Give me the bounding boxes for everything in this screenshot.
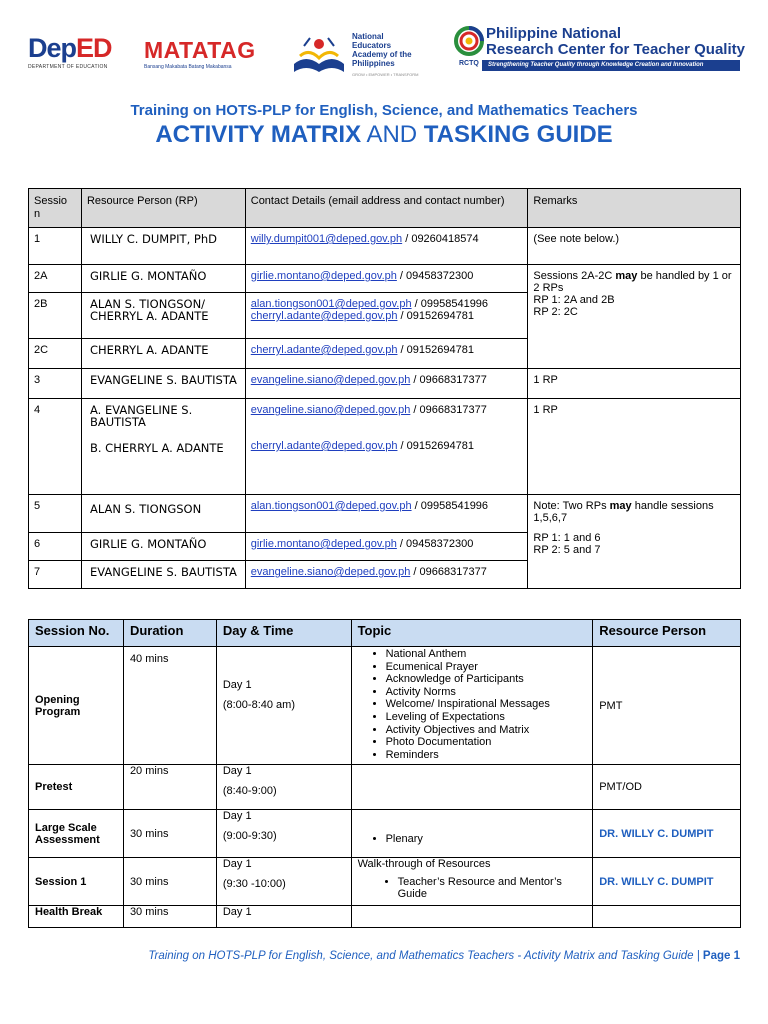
remarks-cell-sessions-2 bbox=[528, 265, 741, 369]
remark-text: Note: Two RPs bbox=[533, 500, 610, 512]
table-row bbox=[29, 810, 741, 858]
rctq-emblem-icon bbox=[454, 26, 484, 60]
title-part-tasking-guide: TASKING GUIDE bbox=[423, 121, 613, 148]
contact-cell bbox=[245, 533, 528, 561]
table-row bbox=[29, 228, 741, 265]
col-header-resource-person: Resource Person bbox=[593, 620, 741, 647]
email-link[interactable]: alan.tiongson001@deped.gov.ph bbox=[250, 500, 412, 512]
title-part-and: AND bbox=[361, 121, 424, 148]
session-cell: 6 bbox=[29, 533, 82, 561]
list-item: • Activity Norms bbox=[386, 686, 587, 699]
contact-cell bbox=[245, 561, 528, 589]
rctq-title-line2: Research Center for Teacher Quality bbox=[486, 41, 745, 58]
deped-logo-word-dep: Dep bbox=[28, 33, 77, 63]
rp-name: A. EVANGELINE S. bbox=[89, 403, 193, 417]
deped-logo-word-ed: ED bbox=[76, 33, 112, 63]
session-cell: 7 bbox=[29, 561, 82, 589]
title-part-activity-matrix: ACTIVITY MATRIX bbox=[155, 121, 362, 148]
matatag-logo bbox=[144, 38, 256, 70]
col-header-contact: Contact Details (email address and contact number) bbox=[245, 189, 528, 228]
col-header-session: Sessio n bbox=[29, 189, 82, 228]
day-label: Day 1 bbox=[222, 858, 252, 871]
rctq-label: RCTQ bbox=[459, 60, 479, 67]
topic-list bbox=[358, 648, 587, 761]
table-row bbox=[29, 369, 741, 399]
col-header-duration: Duration bbox=[123, 620, 216, 647]
topic-cell bbox=[351, 810, 593, 858]
time-label: (9:00-9:30) bbox=[222, 830, 277, 843]
rp-name: CHERRYL A. ADANTE bbox=[89, 343, 209, 357]
remarks-cell: 1 RP bbox=[528, 369, 741, 399]
rp-name: WILLY C. DUMPIT, PhD bbox=[89, 232, 217, 246]
contact-cell bbox=[245, 265, 528, 293]
list-item: • Teacher’s Resource and Mentor’s Guide bbox=[398, 876, 587, 900]
page-number: Page 1 bbox=[702, 950, 740, 962]
email-link[interactable]: cherryl.adante@deped.gov.ph bbox=[250, 440, 398, 452]
remark-bold: may bbox=[609, 500, 632, 512]
contact-cell bbox=[245, 399, 528, 495]
remarks-cell: 1 RP bbox=[528, 399, 741, 495]
day-time-cell bbox=[216, 647, 351, 765]
list-item: • Photo Documentation bbox=[386, 736, 587, 749]
list-item: • Welcome/ Inspirational Messages bbox=[386, 698, 587, 711]
phone-number: / 09152694781 bbox=[397, 344, 474, 356]
phone-number: / 09668317377 bbox=[410, 566, 487, 578]
day-time-cell bbox=[216, 765, 351, 810]
resource-person-cell bbox=[81, 399, 245, 495]
day-label: Day 1 bbox=[222, 810, 252, 823]
duration-cell: 30 mins bbox=[123, 810, 216, 858]
resource-person-cell bbox=[81, 228, 245, 265]
resource-person-cell: PMT bbox=[593, 647, 741, 765]
contact-cell bbox=[245, 369, 528, 399]
session-name-cell: Health Break bbox=[29, 906, 124, 928]
contact-cell bbox=[245, 495, 528, 533]
table-row bbox=[29, 858, 741, 906]
remarks-cell: (See note below.) bbox=[528, 228, 741, 265]
rp-name: EVANGELINE S. BAUTISTA bbox=[89, 373, 237, 387]
neap-line4: Philippines bbox=[352, 59, 395, 68]
session-name-cell: Large Scale Assessment bbox=[29, 810, 124, 858]
session-cell: 2A bbox=[29, 265, 82, 293]
open-book-icon bbox=[290, 34, 348, 76]
resource-person-cell bbox=[81, 265, 245, 293]
day-time-cell bbox=[216, 858, 351, 906]
resource-person-cell: PMT/OD bbox=[593, 765, 741, 810]
phone-number: / 09668317377 bbox=[410, 404, 487, 416]
time-label: (8:00-8:40 am) bbox=[222, 699, 295, 711]
rp-name: GIRLIE G. MONTAÑO bbox=[89, 537, 207, 551]
col-header-resource-person: Resource Person (RP) bbox=[81, 189, 245, 228]
time-label: (9:30 -10:00) bbox=[222, 878, 286, 891]
rp-name: GIRLIE G. MONTAÑO bbox=[89, 269, 207, 283]
remark-line: RP 1: 2A and 2B bbox=[533, 294, 615, 306]
duration-cell: 20 mins bbox=[123, 765, 216, 810]
email-link[interactable]: alan.tiongson001@deped.gov.ph bbox=[250, 298, 412, 310]
page-footer bbox=[148, 950, 740, 962]
session-cell: 2B bbox=[29, 293, 82, 339]
day-label: Day 1 bbox=[222, 679, 252, 691]
table-row bbox=[29, 906, 741, 928]
table-header-row bbox=[29, 189, 741, 228]
list-item: • Activity Objectives and Matrix bbox=[386, 724, 587, 737]
email-link[interactable]: evangeline.siano@deped.gov.ph bbox=[250, 374, 411, 386]
session-cell: 1 bbox=[29, 228, 82, 265]
list-item: • Reminders bbox=[386, 749, 587, 762]
rp-name: CHERRYL A. ADANTE bbox=[89, 309, 209, 323]
session-name-cell: Session 1 bbox=[29, 858, 124, 906]
logo-header bbox=[28, 22, 745, 82]
rctq-logo bbox=[452, 24, 745, 74]
list-item: • Plenary bbox=[386, 833, 587, 846]
rp-name: ALAN S. TIONGSON/ bbox=[89, 297, 206, 311]
list-item: • Acknowledge of Participants bbox=[386, 673, 587, 686]
phone-number: / 09958541996 bbox=[411, 298, 489, 310]
duration-cell: 30 mins bbox=[123, 858, 216, 906]
rp-name: B. CHERRYL A. ADANTE bbox=[89, 441, 224, 455]
day-time-cell bbox=[216, 810, 351, 858]
remark-text: be handled by 1 or 2 RPs bbox=[533, 270, 732, 294]
document-subtitle: Training on HOTS-PLP for English, Science, and Mathematics Teachers bbox=[130, 102, 638, 119]
phone-number: / 09260418574 bbox=[402, 233, 479, 245]
neap-tagline: GROW • EMPOWER • TRANSFORM bbox=[352, 72, 419, 77]
neap-line2: Educators bbox=[352, 41, 392, 50]
email-link[interactable]: evangeline.siano@deped.gov.ph bbox=[250, 404, 411, 416]
email-link[interactable]: girlie.montano@deped.gov.ph bbox=[250, 538, 397, 550]
phone-number: / 09958541996 bbox=[411, 500, 489, 512]
resource-person-cell: DR. WILLY C. DUMPIT bbox=[593, 858, 741, 906]
resource-person-cell bbox=[81, 533, 245, 561]
schedule-table bbox=[28, 619, 741, 928]
footer-text: Training on HOTS-PLP for English, Science, and Mathematics Teachers - Activity Matrix and Tasking Guide | bbox=[148, 950, 703, 962]
neap-line1: National bbox=[352, 32, 384, 41]
rctq-tagline-band: Strengthening Teacher Quality through Knowledge Creation and Innovation bbox=[482, 60, 740, 71]
resource-person-cell bbox=[81, 339, 245, 369]
rp-name: EVANGELINE S. BAUTISTA bbox=[89, 565, 237, 579]
remark-text: Sessions 2A-2C bbox=[533, 270, 616, 282]
remark-line: RP 2: 5 and 7 bbox=[533, 544, 601, 556]
contact-cell bbox=[245, 293, 528, 339]
email-link[interactable]: cherryl.adante@deped.gov.ph bbox=[250, 344, 398, 356]
list-item: • Ecumenical Prayer bbox=[386, 661, 587, 674]
deped-logo bbox=[28, 34, 112, 70]
email-link[interactable]: girlie.montano@deped.gov.ph bbox=[250, 270, 397, 282]
email-link[interactable]: cherryl.adante@deped.gov.ph bbox=[250, 310, 398, 322]
day-time-cell: Day 1 bbox=[216, 906, 351, 928]
phone-number: / 09668317377 bbox=[410, 374, 487, 386]
topic-cell bbox=[351, 765, 593, 810]
table-row bbox=[29, 495, 741, 533]
list-item: • National Anthem bbox=[386, 648, 587, 661]
topic-cell bbox=[351, 858, 593, 906]
neap-line3: Academy of the bbox=[352, 50, 412, 59]
phone-number: / 09152694781 bbox=[397, 310, 474, 322]
duration-cell: 40 mins bbox=[123, 647, 216, 765]
col-header-day-time: Day & Time bbox=[216, 620, 351, 647]
resource-person-cell bbox=[593, 906, 741, 928]
remarks-cell-sessions-5 bbox=[528, 495, 741, 589]
email-link[interactable]: evangeline.siano@deped.gov.ph bbox=[250, 566, 411, 578]
topic-list bbox=[358, 833, 587, 846]
resource-person-cell bbox=[81, 293, 245, 339]
col-header-session-no: Session No. bbox=[29, 620, 124, 647]
remark-bold: may bbox=[615, 270, 638, 282]
matatag-logo-word: MATATAG bbox=[144, 37, 256, 63]
resource-person-cell bbox=[81, 369, 245, 399]
phone-number: / 09458372300 bbox=[396, 538, 474, 550]
deped-logo-sub: DEPARTMENT OF EDUCATION bbox=[28, 64, 108, 70]
contact-cell bbox=[245, 228, 528, 265]
resource-person-cell bbox=[81, 495, 245, 533]
topic-text: Walk-through of Resources bbox=[357, 858, 491, 871]
col-header-topic: Topic bbox=[351, 620, 593, 647]
session-cell: 3 bbox=[29, 369, 82, 399]
rctq-title-line1: Philippine National bbox=[486, 25, 622, 42]
email-link[interactable]: willy.dumpit001@deped.gov.ph bbox=[250, 233, 403, 245]
session-cell: 2C bbox=[29, 339, 82, 369]
table-row bbox=[29, 647, 741, 765]
table-row bbox=[29, 265, 741, 293]
phone-number: / 09458372300 bbox=[396, 270, 474, 282]
resource-person-table bbox=[28, 188, 741, 589]
document-title bbox=[0, 121, 768, 149]
rp-name: ALAN S. TIONGSON bbox=[89, 502, 202, 516]
session-cell: 4 bbox=[29, 399, 82, 495]
time-label: (8:40-9:00) bbox=[222, 785, 277, 798]
list-item: • Leveling of Expectations bbox=[386, 711, 587, 724]
matatag-logo-sub: Bansang Makabata Batang Makabansa bbox=[144, 64, 232, 70]
remark-text: handle sessions 1,5,6,7 bbox=[533, 500, 714, 524]
table-row bbox=[29, 399, 741, 495]
topic-cell bbox=[351, 647, 593, 765]
session-cell: 5 bbox=[29, 495, 82, 533]
topic-cell bbox=[351, 906, 593, 928]
schedule-header-row bbox=[29, 620, 741, 647]
session-name-cell: Pretest bbox=[29, 765, 124, 810]
table-row bbox=[29, 765, 741, 810]
neap-logo bbox=[290, 32, 450, 80]
duration-cell: 30 mins bbox=[123, 906, 216, 928]
col-header-remarks: Remarks bbox=[528, 189, 741, 228]
remark-line: RP 1: 1 and 6 bbox=[533, 532, 601, 544]
remark-line: RP 2: 2C bbox=[533, 306, 578, 318]
phone-number: / 09152694781 bbox=[397, 440, 474, 452]
contact-cell bbox=[245, 339, 528, 369]
rp-name: BAUTISTA bbox=[89, 415, 146, 429]
day-label: Day 1 bbox=[222, 765, 252, 778]
resource-person-cell bbox=[81, 561, 245, 589]
session-name-cell: Opening Program bbox=[29, 647, 124, 765]
resource-person-cell: DR. WILLY C. DUMPIT bbox=[593, 810, 741, 858]
topic-list bbox=[358, 876, 587, 900]
